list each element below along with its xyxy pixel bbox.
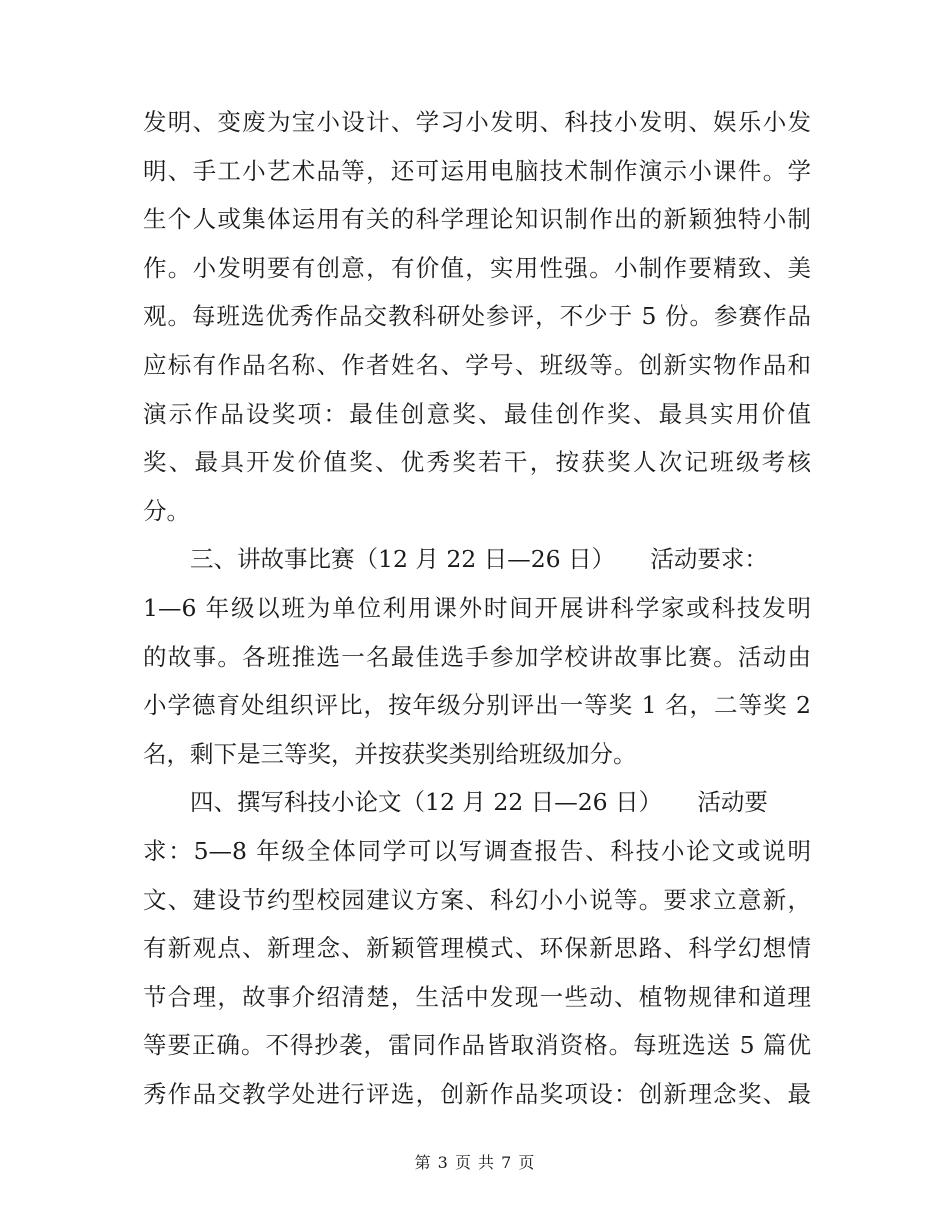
text-line: 作。小发明要有创意，有价值，实用性强。小制作要精致、美	[143, 253, 811, 282]
page-number-label: 第 3 页 共 7 页	[414, 1153, 536, 1172]
page-footer	[0, 1150, 950, 1173]
text-line: 演示作品设奖项：最佳创意奖、最佳创作奖、最具实用价值	[143, 399, 811, 428]
text-line: 文、建设节约型校园建议方案、科幻小小说等。要求立意新，	[143, 885, 811, 914]
text-line: 有新观点、新理念、新颖管理模式、环保新思路、科学幻想情	[143, 934, 811, 963]
text-line: 观。每班选优秀作品交教科研处参评，不少于 5 份。参赛作品	[143, 302, 811, 331]
text-line: 生个人或集体运用有关的科学理论知识制作出的新颖独特小制	[143, 205, 811, 234]
text-line: 节合理，故事介绍清楚，生活中发现一些动、植物规律和道理	[143, 982, 811, 1011]
text-line: 秀作品交教学处进行评选，创新作品奖项设：创新理念奖、最	[143, 1079, 811, 1108]
text-line: 发明、变废为宝小设计、学习小发明、科技小发明、娱乐小发	[143, 108, 811, 136]
text-line: 奖、最具开发价值奖、优秀奖若干，按获奖人次记班级考核	[143, 448, 811, 477]
text-line: 等要正确。不得抄袭，雷同作品皆取消资格。每班选送 5 篇优	[143, 1031, 811, 1060]
text-line: 的故事。各班推选一名最佳选手参加学校讲故事比赛。活动由	[143, 642, 811, 671]
text-line: 小学德育处组织评比，按年级分别评出一等奖 1 名，二等奖 2	[143, 691, 811, 720]
section-heading-line: 三、讲故事比赛（12 月 22 日—26 日） 活动要求：	[190, 545, 768, 574]
text-line: 明、手工小艺术品等，还可运用电脑技术制作演示小课件。学	[143, 156, 811, 185]
text-line: 名，剩下是三等奖，并按获奖类别给班级加分。	[143, 739, 637, 768]
text-line: 求：5—8 年级全体同学可以写调查报告、科技小论文或说明	[143, 836, 811, 865]
text-line: 分。	[143, 496, 190, 525]
text-line: 应标有作品名称、作者姓名、学号、班级等。创新实物作品和	[143, 350, 811, 379]
section-heading-line: 四、撰写科技小论文（12 月 22 日—26 日） 活动要	[190, 788, 768, 817]
body-text	[143, 98, 811, 1118]
text-line: 1—6 年级以班为单位利用课外时间开展讲科学家或科技发明	[143, 593, 811, 622]
